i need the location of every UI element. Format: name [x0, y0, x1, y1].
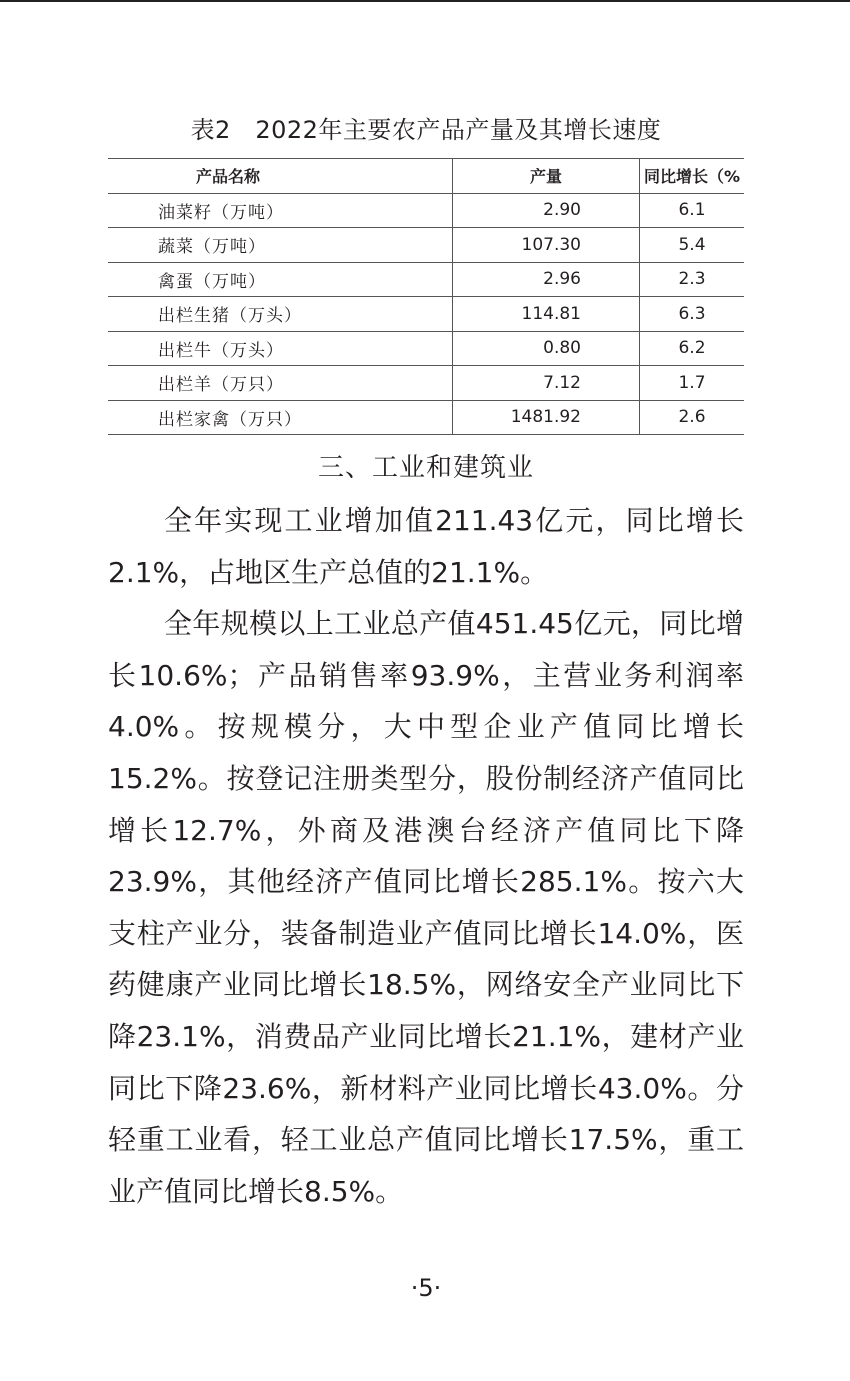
header-product-name: 产品名称	[108, 159, 453, 194]
product-growth: 1.7	[640, 366, 745, 401]
product-output: 107.30	[453, 228, 640, 263]
table-row	[108, 262, 744, 297]
top-border-rule	[0, 0, 850, 2]
paragraph-industry-output: 全年规模以上工业总产值451.45亿元，同比增长10.6%；产品销售率93.9%，主营业务利润率4.0%。按规模分，大中型企业产值同比增长15.2%。按登记注册类型分，股份制经济产值同比增长12.7%，外商及港澳台经济产值同比下降23.9%，其他经济产值同比增长285.1%。按六大支柱产业分，装备制造业产值同比增长14.0%，医药健康产业同比增长18.5%，网络安全产业同比下降23.1%，消费品产业同比增长21.1%，建材产业同比下降23.6%，新材料产业同比增长43.0%。分轻重工业看，轻工业总产值同比增长17.5%，重工业产值同比增长8.5%。	[108, 607, 744, 1208]
paragraph-industry-value: 全年实现工业增加值211.43亿元，同比增长2.1%，占地区生产总值的21.1%。	[108, 504, 744, 589]
header-output: 产量	[453, 159, 640, 194]
product-output: 7.12	[453, 366, 640, 401]
product-growth: 6.1	[640, 193, 745, 228]
product-name: 蔬菜（万吨）	[108, 228, 453, 263]
product-output: 1481.92	[453, 400, 640, 435]
product-growth: 5.4	[640, 228, 745, 263]
table-row	[108, 366, 744, 401]
product-growth: 6.3	[640, 297, 745, 332]
agri-products-table	[108, 158, 744, 435]
product-name: 油菜籽（万吨）	[108, 193, 453, 228]
table-title: 表2 2022年主要农产品产量及其增长速度	[190, 116, 662, 144]
product-name: 出栏生猪（万头）	[108, 297, 453, 332]
product-output: 114.81	[453, 297, 640, 332]
product-output: 2.90	[453, 193, 640, 228]
table-header-row	[108, 159, 744, 194]
product-growth: 6.2	[640, 331, 745, 366]
table-row	[108, 228, 744, 263]
product-name: 禽蛋（万吨）	[108, 262, 453, 297]
product-output: 2.96	[453, 262, 640, 297]
product-growth: 2.6	[640, 400, 745, 435]
header-growth: 同比增长（%	[640, 159, 745, 194]
section-heading: 三、工业和建筑业	[317, 453, 534, 483]
product-name: 出栏家禽（万只）	[108, 400, 453, 435]
section-body	[108, 495, 744, 1217]
page-number: ·5·	[410, 1274, 442, 1302]
product-growth: 2.3	[640, 262, 745, 297]
product-output: 0.80	[453, 331, 640, 366]
product-name: 出栏牛（万头）	[108, 331, 453, 366]
table-row	[108, 193, 744, 228]
table-row	[108, 331, 744, 366]
product-name: 出栏羊（万只）	[108, 366, 453, 401]
table-row	[108, 297, 744, 332]
table-row	[108, 400, 744, 435]
